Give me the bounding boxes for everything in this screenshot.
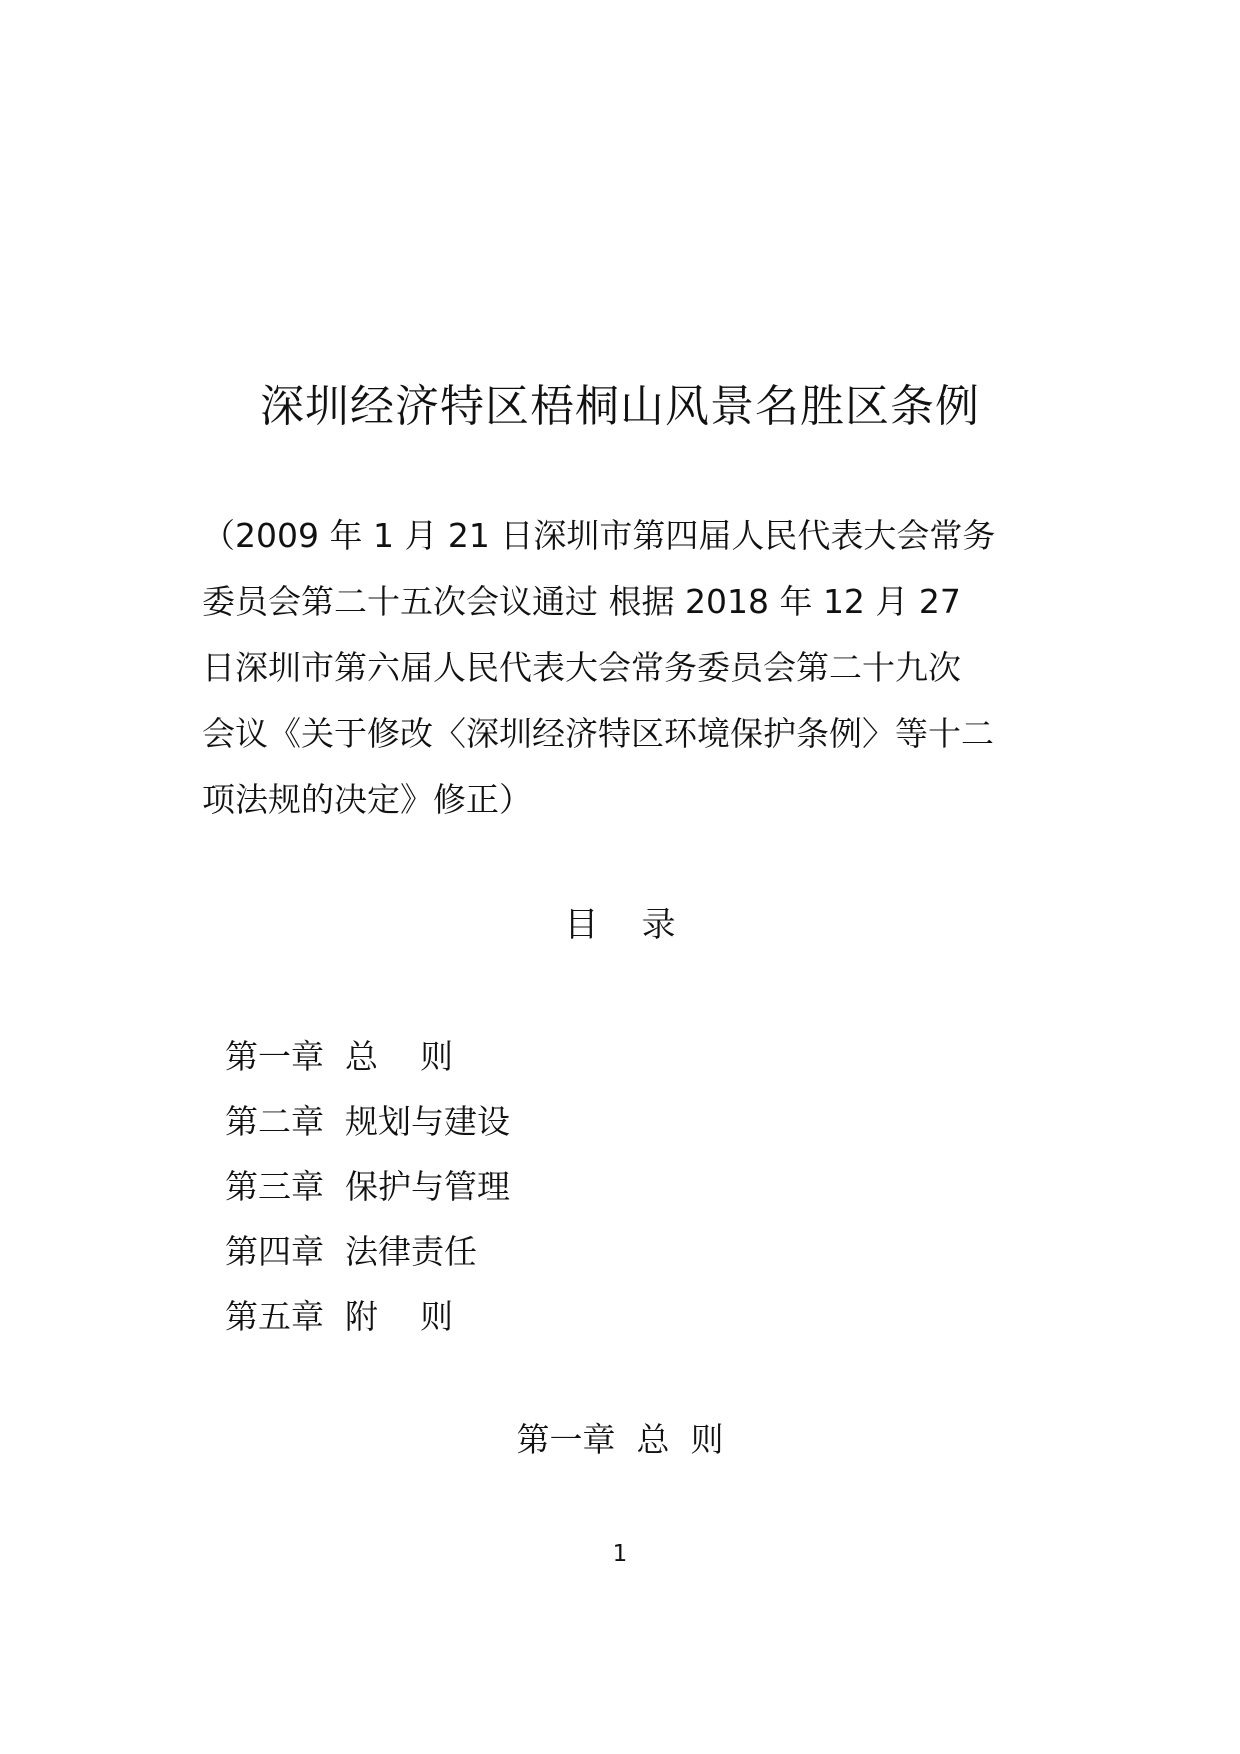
toc-chapter-title: 保护与管理 bbox=[345, 1167, 510, 1206]
toc-item bbox=[225, 1089, 510, 1154]
page-number: 1 bbox=[612, 1541, 628, 1567]
adoption-note bbox=[202, 503, 1002, 833]
toc-chapter-title: 法律责任 bbox=[345, 1232, 477, 1271]
toc-heading: 目 录 bbox=[564, 905, 676, 945]
toc-chapter-number: 第二章 bbox=[225, 1102, 324, 1141]
toc-item bbox=[225, 1154, 510, 1219]
toc-chapter-number: 第三章 bbox=[225, 1167, 324, 1206]
toc-item bbox=[225, 1284, 510, 1349]
chapter-heading: 第一章 总 则 bbox=[516, 1420, 724, 1459]
adoption-note-line: 日深圳市第六届人民代表大会常务委员会第二十九次 bbox=[202, 648, 961, 687]
table-of-contents bbox=[225, 1024, 510, 1349]
adoption-note-line: 会议《关于修改〈深圳经济特区环境保护条例〉等十二 bbox=[202, 714, 994, 753]
toc-chapter-number: 第一章 bbox=[225, 1037, 324, 1076]
toc-chapter-title: 规划与建设 bbox=[345, 1102, 510, 1141]
toc-chapter-number: 第四章 bbox=[225, 1232, 324, 1271]
adoption-note-line: 项法规的决定》修正） bbox=[202, 780, 532, 819]
toc-chapter-number: 第五章 bbox=[225, 1297, 324, 1336]
document-title: 深圳经济特区梧桐山风景名胜区条例 bbox=[260, 381, 980, 432]
adoption-note-line: 委员会第二十五次会议通过 根据 2018 年 12 月 27 bbox=[202, 582, 961, 621]
adoption-note-line: （2009 年 1 月 21 日深圳市第四届人民代表大会常务 bbox=[202, 516, 996, 555]
toc-item bbox=[225, 1219, 510, 1284]
toc-item bbox=[225, 1024, 510, 1089]
toc-chapter-title: 附 则 bbox=[345, 1297, 453, 1336]
toc-chapter-title: 总 则 bbox=[345, 1037, 453, 1076]
